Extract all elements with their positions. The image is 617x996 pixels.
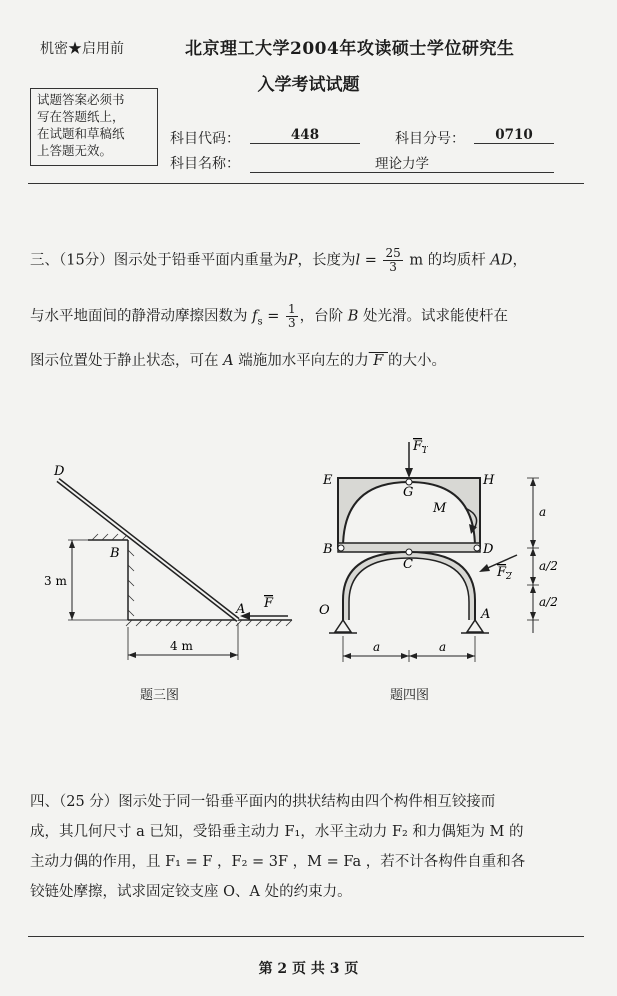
- fraction-length: [383, 247, 402, 274]
- ground-hatch: [126, 620, 292, 626]
- header-divider: [28, 183, 584, 184]
- problem4-line1: 四、（25 分）图示处于同一铅垂平面内的拱状结构由四个构件相互铰接而: [30, 794, 496, 810]
- label-F: F: [264, 596, 274, 611]
- text: 三、（15分）图示处于铅垂平面内重量为: [30, 252, 288, 269]
- label-H: H: [483, 473, 495, 488]
- symbol-l: l: [355, 252, 361, 269]
- text: ，台阶: [299, 308, 344, 325]
- label-A: A: [481, 607, 491, 622]
- symbol-AD: AD: [485, 252, 513, 269]
- denominator: 3: [389, 260, 397, 274]
- text: ，: [512, 252, 527, 269]
- exam-subtitle: 入学考试试题: [257, 75, 360, 95]
- denominator: 3: [288, 316, 296, 330]
- footer-divider: [28, 936, 584, 937]
- label-G: G: [403, 485, 414, 500]
- problem3-line2: [30, 303, 508, 330]
- problem3-line1: [30, 247, 527, 274]
- label-C: C: [403, 557, 413, 572]
- dim-width-text: 4 m: [170, 639, 193, 653]
- subject-name-value: 理论力学: [250, 152, 554, 173]
- symbol-A: A: [218, 353, 239, 369]
- dim-a-right-text: a: [439, 640, 447, 654]
- text: 图示位置处于静止状态，可在: [30, 353, 219, 369]
- text: 与水平地面间的静滑动摩擦因数为: [30, 308, 248, 325]
- figure3-caption: 题三图: [140, 688, 180, 703]
- notice-line: 写在答题纸上，: [37, 109, 125, 124]
- figure3-diagram: [40, 455, 300, 705]
- subject-code-label: 科目代码：: [170, 131, 240, 147]
- fraction-friction: [286, 303, 298, 330]
- hinge-D: [474, 545, 480, 551]
- text: 的大小。: [387, 353, 446, 369]
- answer-notice-box: [30, 88, 158, 166]
- label-D: D: [54, 464, 65, 479]
- hinge-B: [338, 545, 344, 551]
- dim-height-text: 3 m: [44, 574, 67, 588]
- force-F2-arrowhead: [479, 564, 490, 572]
- problem3-line3: [30, 349, 446, 370]
- force-F1-arrowhead: [405, 468, 413, 478]
- problem4-line4: 铰链处摩擦，试求固定铰支座 O、A 处的约束力。: [30, 884, 352, 900]
- dim-a-text: a: [539, 505, 547, 519]
- label-A: A: [236, 602, 246, 617]
- numerator: 25: [385, 246, 401, 260]
- rod-AD-inner: [58, 480, 238, 620]
- secret-label: 机密★启用前: [40, 41, 124, 57]
- problem4-line3: 主动力偶的作用，且 F₁ = F ，F₂ = 3F ，M = Fa ，若不计各构件自重和各: [30, 854, 526, 870]
- subject-code-value: 448: [250, 127, 360, 144]
- subject-score-label: 科目分号：: [395, 131, 465, 147]
- notice-line: 在试题和草稿纸: [37, 126, 125, 141]
- label-O: O: [319, 603, 330, 618]
- dim-a2-top-text: a/2: [539, 559, 558, 573]
- text: 处光滑。试求能使杆在: [363, 308, 509, 325]
- label-B: B: [110, 546, 120, 561]
- page-number: 第 2 页 共 3 页: [258, 961, 359, 977]
- notice-line: 试题答案必须书: [37, 92, 125, 107]
- dim-a2-bot-text: a/2: [539, 595, 558, 609]
- text: 端施加水平向左的力: [238, 353, 369, 369]
- subject-name-label: 科目名称：: [170, 156, 240, 172]
- symbol-P: P: [287, 252, 298, 269]
- label-M: M: [433, 501, 447, 516]
- hinge-C: [406, 549, 412, 555]
- dim-a-left-text: a: [373, 640, 381, 654]
- symbol-F: F: [368, 353, 388, 369]
- text: =: [360, 252, 382, 269]
- figure4-caption: 题四图: [390, 688, 430, 703]
- label-F1: $F_1$: [413, 439, 428, 456]
- text: =: [262, 308, 284, 325]
- subscript-s: s: [257, 316, 263, 328]
- text: m 的均质杆: [404, 252, 486, 269]
- subject-score-value: 0710: [474, 127, 554, 144]
- symbol-f: f: [247, 308, 258, 325]
- figure4-diagram: [305, 430, 585, 690]
- label-D: D: [483, 542, 494, 557]
- symbol-B: B: [343, 308, 364, 325]
- text: ，长度为: [297, 252, 356, 269]
- label-E: E: [323, 473, 333, 488]
- numerator: 1: [288, 302, 296, 316]
- label-F2: $F_2$: [497, 565, 512, 582]
- notice-line: 上答题无效。: [37, 143, 113, 158]
- problem4-line2: 成，其几何尺寸 a 已知，受铅垂主动力 F₁，水平主动力 F₂ 和力偶矩为 M 的: [30, 824, 524, 840]
- support-O: [335, 620, 351, 632]
- exam-title: 北京理工大学2004年攻读硕士学位研究生: [185, 39, 515, 59]
- label-B: B: [323, 542, 333, 557]
